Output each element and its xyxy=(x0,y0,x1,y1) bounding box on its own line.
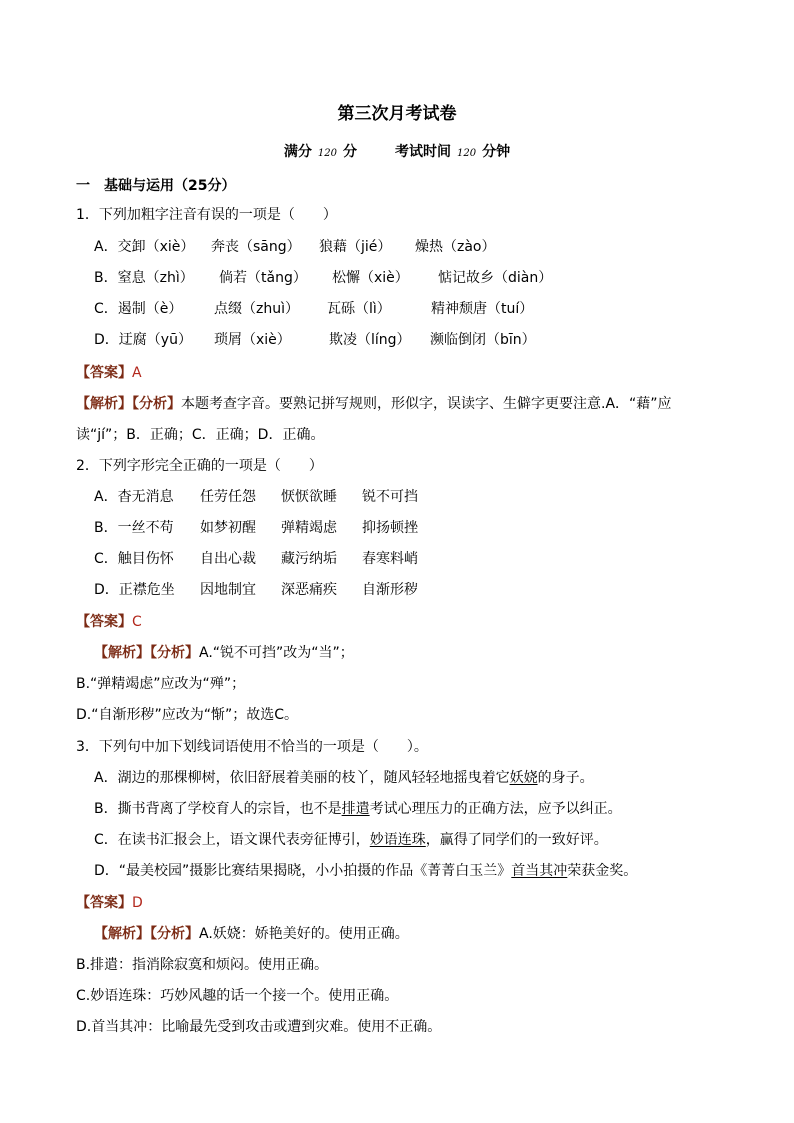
q3-option-a xyxy=(94,768,594,788)
analysis-tag: 【解析】 xyxy=(94,645,150,661)
q3-c-underline: 妙语连珠 xyxy=(369,832,426,848)
q1-b-2: 倘若（tǎng） xyxy=(219,270,307,286)
q2-b-3: 弹精竭虑 xyxy=(281,520,337,536)
q2-d-1: D．正襟危坐 xyxy=(94,582,175,598)
q2-a-2: 任劳任怨 xyxy=(200,489,256,505)
answer-value: D xyxy=(132,895,143,911)
q3-b-underline: 排遣 xyxy=(341,801,370,817)
q2-c-3: 藏污纳垢 xyxy=(281,551,337,567)
q1-a-3: 狼藉（jié） xyxy=(319,239,392,255)
q2-c-2: 自出心裁 xyxy=(200,551,256,567)
q3-d-text: D．“最美校园”摄影比赛结果揭晓，小小拍摄的作品《菁菁白玉兰》 xyxy=(94,863,512,879)
q1-analysis-cont: 读“jí”；B．正确；C．正确；D．正确。 xyxy=(76,427,325,443)
analysis-tag: 【解析】 xyxy=(94,926,150,942)
time-unit: 分钟 xyxy=(482,144,511,160)
q2-b-1: B．一丝不苟 xyxy=(94,520,174,536)
q3-option-d xyxy=(94,861,637,881)
analysis-text: A.妖娆：娇艳美好的。使用正确。 xyxy=(199,926,409,942)
q1-analysis xyxy=(76,394,672,414)
q3-c-text: C．在读书汇报会上，语文课代表旁征博引， xyxy=(94,832,370,848)
q2-b-4: 抑扬顿挫 xyxy=(362,520,418,536)
q1-option-d xyxy=(94,330,694,350)
answer-value: C xyxy=(132,614,142,630)
q2-d-3: 深恶痛疾 xyxy=(281,582,337,598)
answer-tag: 【答案】 xyxy=(76,895,132,911)
q3-analysis-d: D.首当其冲：比喻最先受到攻击或遭到灾难。使用不正确。 xyxy=(76,1019,442,1035)
answer-tag: 【答案】 xyxy=(76,365,132,381)
q3-d-text-end: 荣获金奖。 xyxy=(567,863,638,879)
q2-analysis-b: B.“弹精竭虑”应改为“殚”； xyxy=(76,676,246,692)
q2-d-2: 因地制宜 xyxy=(200,582,256,598)
q3-c-text-end: ，赢得了同学们的一致好评。 xyxy=(425,832,608,848)
q2-a-3: 恹恹欲睡 xyxy=(281,489,337,505)
q1-c-4: 精神颓唐（tuí） xyxy=(431,301,534,317)
question-1-stem: 1．下列加粗字注音有误的一项是（ ） xyxy=(76,207,337,223)
q2-option-b xyxy=(94,518,694,538)
q3-answer xyxy=(76,893,143,913)
question-3-stem: 3．下列句中加下划线词语使用不恰当的一项是（ ）。 xyxy=(76,739,428,755)
analysis-text: A.“锐不可挡”改为“当”； xyxy=(199,645,354,661)
q1-d-2: 琐屑（xiè） xyxy=(214,332,291,348)
analysis-text: 本题考查字音。要熟记拼写规则，形似字，误读字、生僻字更要注意.A．“藉”应 xyxy=(181,396,672,412)
q2-b-2: 如梦初醒 xyxy=(200,520,256,536)
q3-analysis-c: C.妙语连珠：巧妙风趣的话一个接一个。使用正确。 xyxy=(76,988,399,1004)
q3-d-underline: 首当其冲 xyxy=(511,863,568,879)
score-value: 120 xyxy=(317,148,337,159)
time-label: 考试时间 xyxy=(395,144,451,160)
answer-tag: 【答案】 xyxy=(76,614,132,630)
question-2-stem: 2．下列字形完全正确的一项是（ ） xyxy=(76,458,323,474)
analysis-sub-tag: 【分析】 xyxy=(150,645,199,661)
q3-option-b xyxy=(94,799,622,819)
section-heading: 一 基础与运用（25分） xyxy=(76,178,236,194)
q1-c-1: C．遏制（è） xyxy=(94,301,183,317)
q2-a-4: 锐不可挡 xyxy=(362,489,418,505)
q1-d-3: 欺凌（líng） xyxy=(329,332,411,348)
q1-b-4: 惦记故乡（diàn） xyxy=(438,270,553,286)
q2-c-1: C．触目伤怀 xyxy=(94,551,174,567)
q3-b-text: B．撕书背离了学校育人的宗旨，也不是 xyxy=(94,801,342,817)
q2-answer xyxy=(76,612,142,632)
q1-d-1: D．迂腐（yū） xyxy=(94,332,192,348)
exam-info xyxy=(0,142,794,164)
q1-a-1: A．交卸（xiè） xyxy=(94,239,195,255)
q1-c-2: 点缀（zhuì） xyxy=(214,301,299,317)
q2-d-4: 自渐形秽 xyxy=(362,582,418,598)
q3-a-text-end: 的身子。 xyxy=(537,770,594,786)
analysis-sub-tag: 【分析】 xyxy=(132,396,181,412)
q1-option-c xyxy=(94,299,694,319)
score-unit: 分 xyxy=(343,144,357,160)
q3-a-underline: 妖娆 xyxy=(509,770,538,786)
q3-analysis xyxy=(94,924,409,944)
analysis-sub-tag: 【分析】 xyxy=(150,926,199,942)
q3-analysis-b: B.排遣：指消除寂寞和烦闷。使用正确。 xyxy=(76,957,329,973)
answer-value: A xyxy=(132,365,142,381)
q2-c-4: 春寒料峭 xyxy=(362,551,418,567)
time-value: 120 xyxy=(457,148,477,159)
q3-option-c xyxy=(94,830,608,850)
analysis-tag: 【解析】 xyxy=(76,396,132,412)
q2-analysis xyxy=(94,643,354,663)
q1-a-2: 奔丧（sāng） xyxy=(211,239,301,255)
q1-b-1: B．窒息（zhì） xyxy=(94,270,194,286)
page-title: 第三次月考试卷 xyxy=(337,104,457,124)
q1-d-4: 濒临倒闭（bīn） xyxy=(430,332,536,348)
q2-a-1: A．杳无消息 xyxy=(94,489,174,505)
q1-a-4: 燥热（zào） xyxy=(415,239,496,255)
q1-answer xyxy=(76,363,142,383)
q3-a-text: A．湖边的那棵柳树，依旧舒展着美丽的枝丫，随风轻轻地摇曳着它 xyxy=(94,770,510,786)
q1-c-3: 瓦砾（lì） xyxy=(327,301,391,317)
q2-option-c xyxy=(94,549,694,569)
q1-b-3: 松懈（xiè） xyxy=(332,270,409,286)
q3-b-text-end: 考试心理压力的正确方法，应予以纠正。 xyxy=(369,801,622,817)
q1-option-b xyxy=(94,268,694,288)
q2-option-a xyxy=(94,487,694,507)
q2-option-d xyxy=(94,580,694,600)
q1-option-a xyxy=(94,237,694,257)
score-label: 满分 xyxy=(283,144,312,160)
q2-analysis-d: D.“自渐形秽”应改为“惭”；故选C。 xyxy=(76,707,299,723)
